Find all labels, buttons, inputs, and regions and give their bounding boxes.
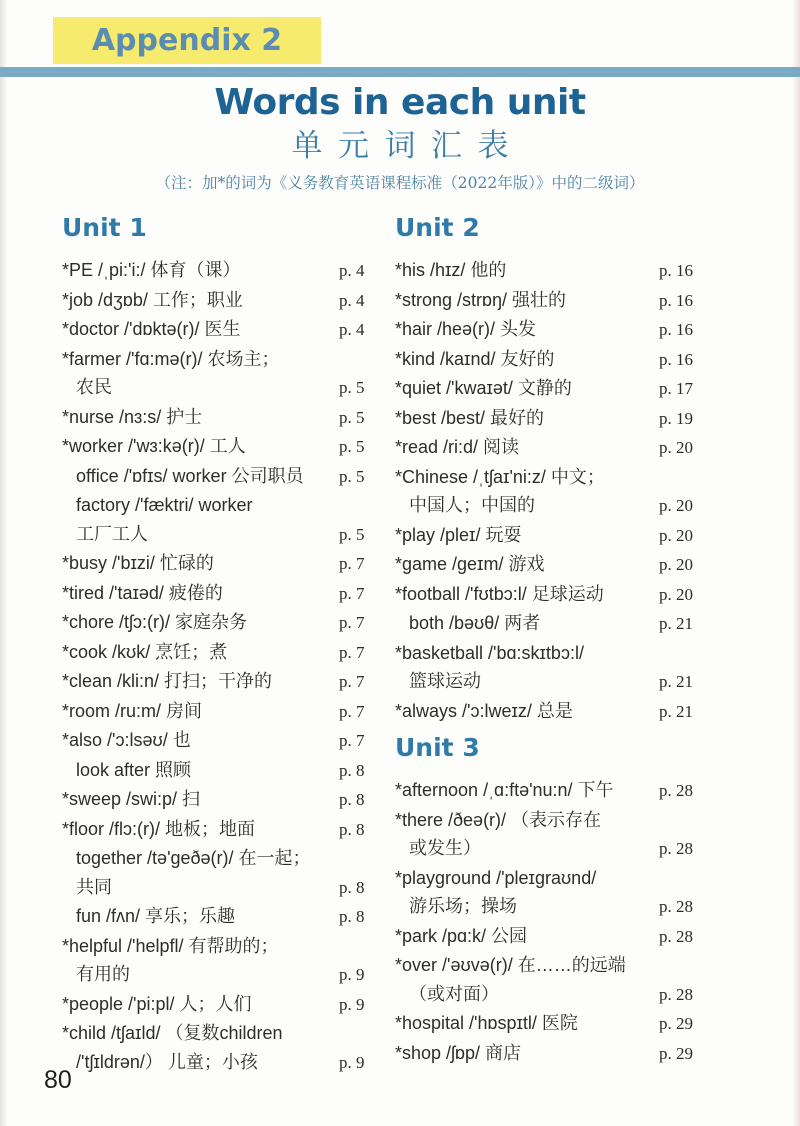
entry-text: *nurse /nɜ:s/ 护士 — [62, 406, 203, 427]
word-entry — [395, 433, 707, 463]
word-entry — [395, 639, 707, 697]
entry-text: *hair /heə(r)/ 头发 — [395, 319, 537, 339]
entry-text: *helpful /'helpfl/ 有帮助的； — [62, 935, 279, 956]
entry-line — [395, 922, 707, 952]
word-entry — [395, 1039, 707, 1069]
word-entry — [62, 256, 387, 286]
entry-line — [395, 286, 707, 316]
word-entry — [395, 806, 707, 864]
entry-page-ref: p. 16 — [659, 261, 693, 280]
entry-line — [62, 667, 387, 697]
word-entry — [62, 785, 387, 815]
entry-line — [76, 373, 387, 403]
entry-line — [395, 433, 707, 463]
header-rule — [0, 67, 800, 77]
entry-text: *job /dʒɒb/ 工作；职业 — [62, 289, 243, 310]
entry-page-ref: p. 7 — [339, 613, 365, 632]
word-entry — [62, 815, 387, 845]
entry-text: 有用的 — [76, 964, 130, 984]
entry-line — [62, 638, 387, 668]
entry-text: office /'ɒfɪs/ worker 公司职员 — [76, 465, 304, 486]
word-entry — [62, 726, 387, 756]
entry-text: *hospital /'hɒspɪtl/ 医院 — [395, 1013, 578, 1033]
word-entry — [395, 315, 707, 345]
entry-page-ref: p. 21 — [659, 701, 693, 721]
entry-page-ref: p. 21 — [659, 672, 693, 691]
entry-page-ref: p. 7 — [339, 731, 365, 750]
entry-text: 或发生） — [409, 838, 481, 858]
word-entry — [395, 521, 707, 551]
entry-text: *always /'ɔ:lweɪz/ 总是 — [395, 700, 573, 721]
entry-page-ref: p. 8 — [339, 760, 365, 780]
word-entry — [395, 580, 707, 610]
unit-heading: Unit 2 — [395, 213, 480, 242]
entry-text: together /tə'geðə(r)/ 在一起； — [76, 848, 311, 868]
entry-page-ref: p. 28 — [659, 781, 693, 800]
entry-page-ref: p. 9 — [339, 994, 365, 1014]
word-entry — [62, 462, 387, 492]
word-entry — [395, 776, 707, 806]
entry-page-ref: p. 20 — [659, 525, 693, 545]
word-entry — [395, 256, 707, 286]
entry-line — [62, 815, 387, 845]
entry-page-ref: p. 7 — [339, 672, 365, 691]
entry-page-ref: p. 20 — [659, 555, 693, 574]
entry-line — [62, 549, 387, 579]
word-list-column-left — [62, 212, 387, 1077]
word-list — [62, 212, 738, 1077]
entry-page-ref: p. 7 — [339, 554, 365, 573]
entry-line — [76, 756, 387, 786]
entry-text: *kind /kaɪnd/ 友好的 — [395, 348, 555, 369]
unit-section — [395, 732, 707, 1068]
entry-line — [409, 892, 707, 922]
entry-page-ref: p. 5 — [339, 524, 365, 544]
entry-page-ref: p. 9 — [339, 965, 365, 984]
word-entry — [62, 902, 387, 932]
entry-page-ref: p. 5 — [339, 407, 365, 427]
entry-line — [395, 345, 707, 375]
entry-page-ref: p. 5 — [339, 437, 365, 456]
entry-line — [409, 609, 707, 639]
entry-text: 中国人；中国的 — [409, 495, 535, 515]
entry-text: *his /hɪz/ 他的 — [395, 260, 507, 280]
word-entry — [62, 549, 387, 579]
entry-text: *doctor /'dɒktə(r)/ 医生 — [62, 319, 241, 339]
word-entry — [62, 315, 387, 345]
entry-line — [62, 286, 387, 316]
entry-line — [76, 902, 387, 932]
entry-line — [76, 491, 387, 520]
entry-page-ref: p. 20 — [659, 584, 693, 604]
word-entry — [395, 864, 707, 922]
standard-note: （注：加*的词为《义务教育英语课程标准（2022年版）》中的二级词） — [155, 174, 645, 192]
word-entry — [395, 550, 707, 580]
entry-line — [62, 785, 387, 815]
entry-text: 共同 — [76, 876, 112, 897]
unit-section — [62, 212, 387, 1077]
entry-page-ref: p. 20 — [659, 438, 693, 457]
entry-line — [76, 844, 387, 873]
word-entry — [395, 609, 707, 639]
entry-page-ref: p. 8 — [339, 819, 365, 839]
entry-text: *strong /strɒŋ/ 强壮的 — [395, 289, 567, 310]
entry-line — [395, 776, 707, 806]
word-entry — [62, 638, 387, 668]
entry-line — [62, 345, 387, 374]
entry-page-ref: p. 17 — [659, 379, 693, 398]
word-entry — [62, 990, 387, 1020]
entry-text: *basketball /'bɑ:skɪtbɔ:l/ — [395, 642, 584, 663]
entry-page-ref: p. 7 — [339, 642, 365, 662]
entry-line — [62, 256, 387, 286]
word-entry — [62, 579, 387, 609]
word-entry — [62, 932, 387, 990]
word-entry — [62, 403, 387, 433]
entry-page-ref: p. 21 — [659, 614, 693, 633]
entry-text: *shop /ʃɒp/ 商店 — [395, 1042, 522, 1063]
word-entry — [62, 756, 387, 786]
entry-page-ref: p. 16 — [659, 320, 693, 339]
entry-line — [76, 960, 387, 990]
entry-text: both /bəʊθ/ 两者 — [409, 613, 541, 633]
word-entry — [395, 922, 707, 952]
word-entry — [62, 345, 387, 403]
entry-text: *floor /flɔ:(r)/ 地板；地面 — [62, 818, 256, 839]
entry-line — [62, 932, 387, 961]
page-title: Words in each unit — [214, 82, 586, 123]
entry-line — [395, 463, 707, 492]
entry-text: *read /ri:d/ 阅读 — [395, 437, 520, 457]
entry-page-ref: p. 4 — [339, 261, 365, 280]
entry-line — [395, 1009, 707, 1039]
entry-line — [395, 256, 707, 286]
entry-page-ref: p. 29 — [659, 1043, 693, 1063]
entry-line — [395, 374, 707, 404]
entry-text: *chore /tʃɔ:(r)/ 家庭杂务 — [62, 612, 248, 632]
word-entry — [395, 374, 707, 404]
entry-text: factory /'fæktri/ worker — [76, 495, 253, 515]
entry-page-ref: p. 5 — [339, 378, 365, 397]
entry-line — [409, 667, 707, 697]
entry-text: 篮球运动 — [409, 671, 481, 691]
entry-line — [62, 432, 387, 462]
unit-entries — [62, 256, 387, 1077]
entry-line — [395, 864, 707, 893]
entry-page-ref: p. 4 — [339, 290, 365, 310]
entry-line — [62, 315, 387, 345]
entry-text: 游乐场；操场 — [409, 896, 517, 916]
entry-line — [76, 873, 387, 903]
word-entry — [395, 345, 707, 375]
word-entry — [395, 1009, 707, 1039]
entry-line — [395, 639, 707, 668]
entry-page-ref: p. 29 — [659, 1014, 693, 1033]
entry-text: *cook /kʊk/ 烹饪；煮 — [62, 641, 228, 662]
page-subtitle: 单元词汇表 — [291, 128, 524, 164]
entry-line — [395, 951, 707, 980]
word-entry — [62, 491, 387, 549]
word-entry — [62, 667, 387, 697]
title-block — [0, 82, 800, 193]
entry-text: *play /pleɪ/ 玩耍 — [395, 524, 522, 545]
entry-page-ref: p. 8 — [339, 877, 365, 897]
entry-page-ref: p. 8 — [339, 907, 365, 926]
entry-line — [409, 834, 707, 864]
entry-text: *farmer /'fɑ:mə(r)/ 农场主； — [62, 348, 280, 369]
unit-entries — [395, 776, 707, 1068]
unit-heading: Unit 3 — [395, 733, 480, 762]
entry-text: look after 照顾 — [76, 759, 192, 780]
entry-line — [62, 726, 387, 756]
entry-line — [76, 520, 387, 550]
word-entry — [62, 286, 387, 316]
word-entry — [62, 1019, 387, 1077]
appendix-banner — [53, 17, 321, 64]
entry-page-ref: p. 28 — [659, 839, 693, 858]
word-entry — [62, 608, 387, 638]
entry-text: *clean /kli:n/ 打扫；干净的 — [62, 671, 273, 691]
entry-line — [395, 521, 707, 551]
word-entry — [395, 404, 707, 434]
entry-text: 工厂工人 — [76, 523, 148, 544]
entry-text: *busy /'bɪzi/ 忙碌的 — [62, 553, 214, 573]
entry-page-ref: p. 28 — [659, 926, 693, 946]
word-entry — [62, 432, 387, 462]
entry-text: （或对面） — [409, 983, 499, 1004]
entry-page-ref: p. 5 — [339, 466, 365, 486]
word-entry — [395, 286, 707, 316]
entry-text: *there /ðeə(r)/ （表示存在 — [395, 809, 602, 830]
entry-line — [62, 579, 387, 609]
entry-page-ref: p. 8 — [339, 790, 365, 809]
word-entry — [395, 951, 707, 1009]
entry-line — [395, 580, 707, 610]
entry-line — [409, 980, 707, 1010]
entry-line — [76, 1048, 387, 1078]
appendix-banner-label: Appendix 2 — [91, 23, 283, 58]
word-list-column-right — [395, 212, 707, 1077]
entry-line — [62, 697, 387, 727]
entry-text: *football /'fʊtbɔ:l/ 足球运动 — [395, 583, 604, 604]
word-entry — [62, 697, 387, 727]
entry-text: 农民 — [76, 377, 112, 397]
entry-line — [395, 806, 707, 835]
word-entry — [395, 463, 707, 521]
entry-line — [62, 403, 387, 433]
entry-text: *quiet /'kwaɪət/ 文静的 — [395, 378, 572, 398]
entry-text: fun /fʌn/ 享乐；乐趣 — [76, 906, 236, 926]
word-entry — [395, 697, 707, 727]
entry-line — [395, 550, 707, 580]
entry-text: *game /geɪm/ 游戏 — [395, 554, 545, 574]
entry-page-ref: p. 7 — [339, 583, 365, 603]
entry-text: *also /'ɔ:lsəʊ/ 也 — [62, 730, 191, 750]
unit-heading: Unit 1 — [62, 213, 147, 242]
entry-line — [395, 1039, 707, 1069]
entry-text: *over /'əʊvə(r)/ 在……的远端 — [395, 955, 626, 975]
entry-text: *afternoon /ˌɑ:ftə'nu:n/ 下午 — [395, 780, 614, 800]
entry-page-ref: p. 16 — [659, 349, 693, 369]
entry-text: *Chinese /ˌtʃaɪ'ni:z/ 中文； — [395, 466, 605, 487]
entry-line — [62, 608, 387, 638]
entry-page-ref: p. 4 — [339, 320, 365, 339]
entry-page-ref: p. 9 — [339, 1052, 365, 1072]
entry-line — [395, 697, 707, 727]
entry-page-ref: p. 16 — [659, 290, 693, 310]
entry-line — [409, 491, 707, 521]
entry-text: *people /'pi:pl/ 人；人们 — [62, 993, 252, 1014]
unit-entries — [395, 256, 707, 726]
entry-text: *playground /'pleɪgraʊnd/ — [395, 867, 597, 888]
entry-text: *park /pɑ:k/ 公园 — [395, 925, 528, 946]
entry-line — [395, 315, 707, 345]
entry-page-ref: p. 7 — [339, 701, 365, 721]
entry-page-ref: p. 28 — [659, 897, 693, 916]
entry-line — [62, 990, 387, 1020]
entry-text: /'tʃɪldrən/） 儿童；小孩 — [76, 1051, 258, 1072]
entry-line — [62, 1019, 387, 1048]
entry-page-ref: p. 20 — [659, 496, 693, 515]
page-number: 80 — [44, 1066, 72, 1094]
entry-text: *tired /'taɪəd/ 疲倦的 — [62, 582, 223, 603]
entry-text: *worker /'wɜ:kə(r)/ 工人 — [62, 436, 246, 456]
word-entry — [62, 844, 387, 902]
entry-text: *best /best/ 最好的 — [395, 407, 545, 428]
entry-text: *child /tʃaɪld/ （复数children — [62, 1023, 283, 1043]
entry-text: *sweep /swi:p/ 扫 — [62, 789, 201, 809]
entry-page-ref: p. 28 — [659, 984, 693, 1004]
entry-text: *room /ru:m/ 房间 — [62, 700, 203, 721]
unit-section — [395, 212, 707, 726]
entry-line — [395, 404, 707, 434]
entry-line — [76, 462, 387, 492]
entry-text: *PE /ˌpi:'i:/ 体育（课） — [62, 260, 241, 280]
entry-page-ref: p. 19 — [659, 408, 693, 428]
